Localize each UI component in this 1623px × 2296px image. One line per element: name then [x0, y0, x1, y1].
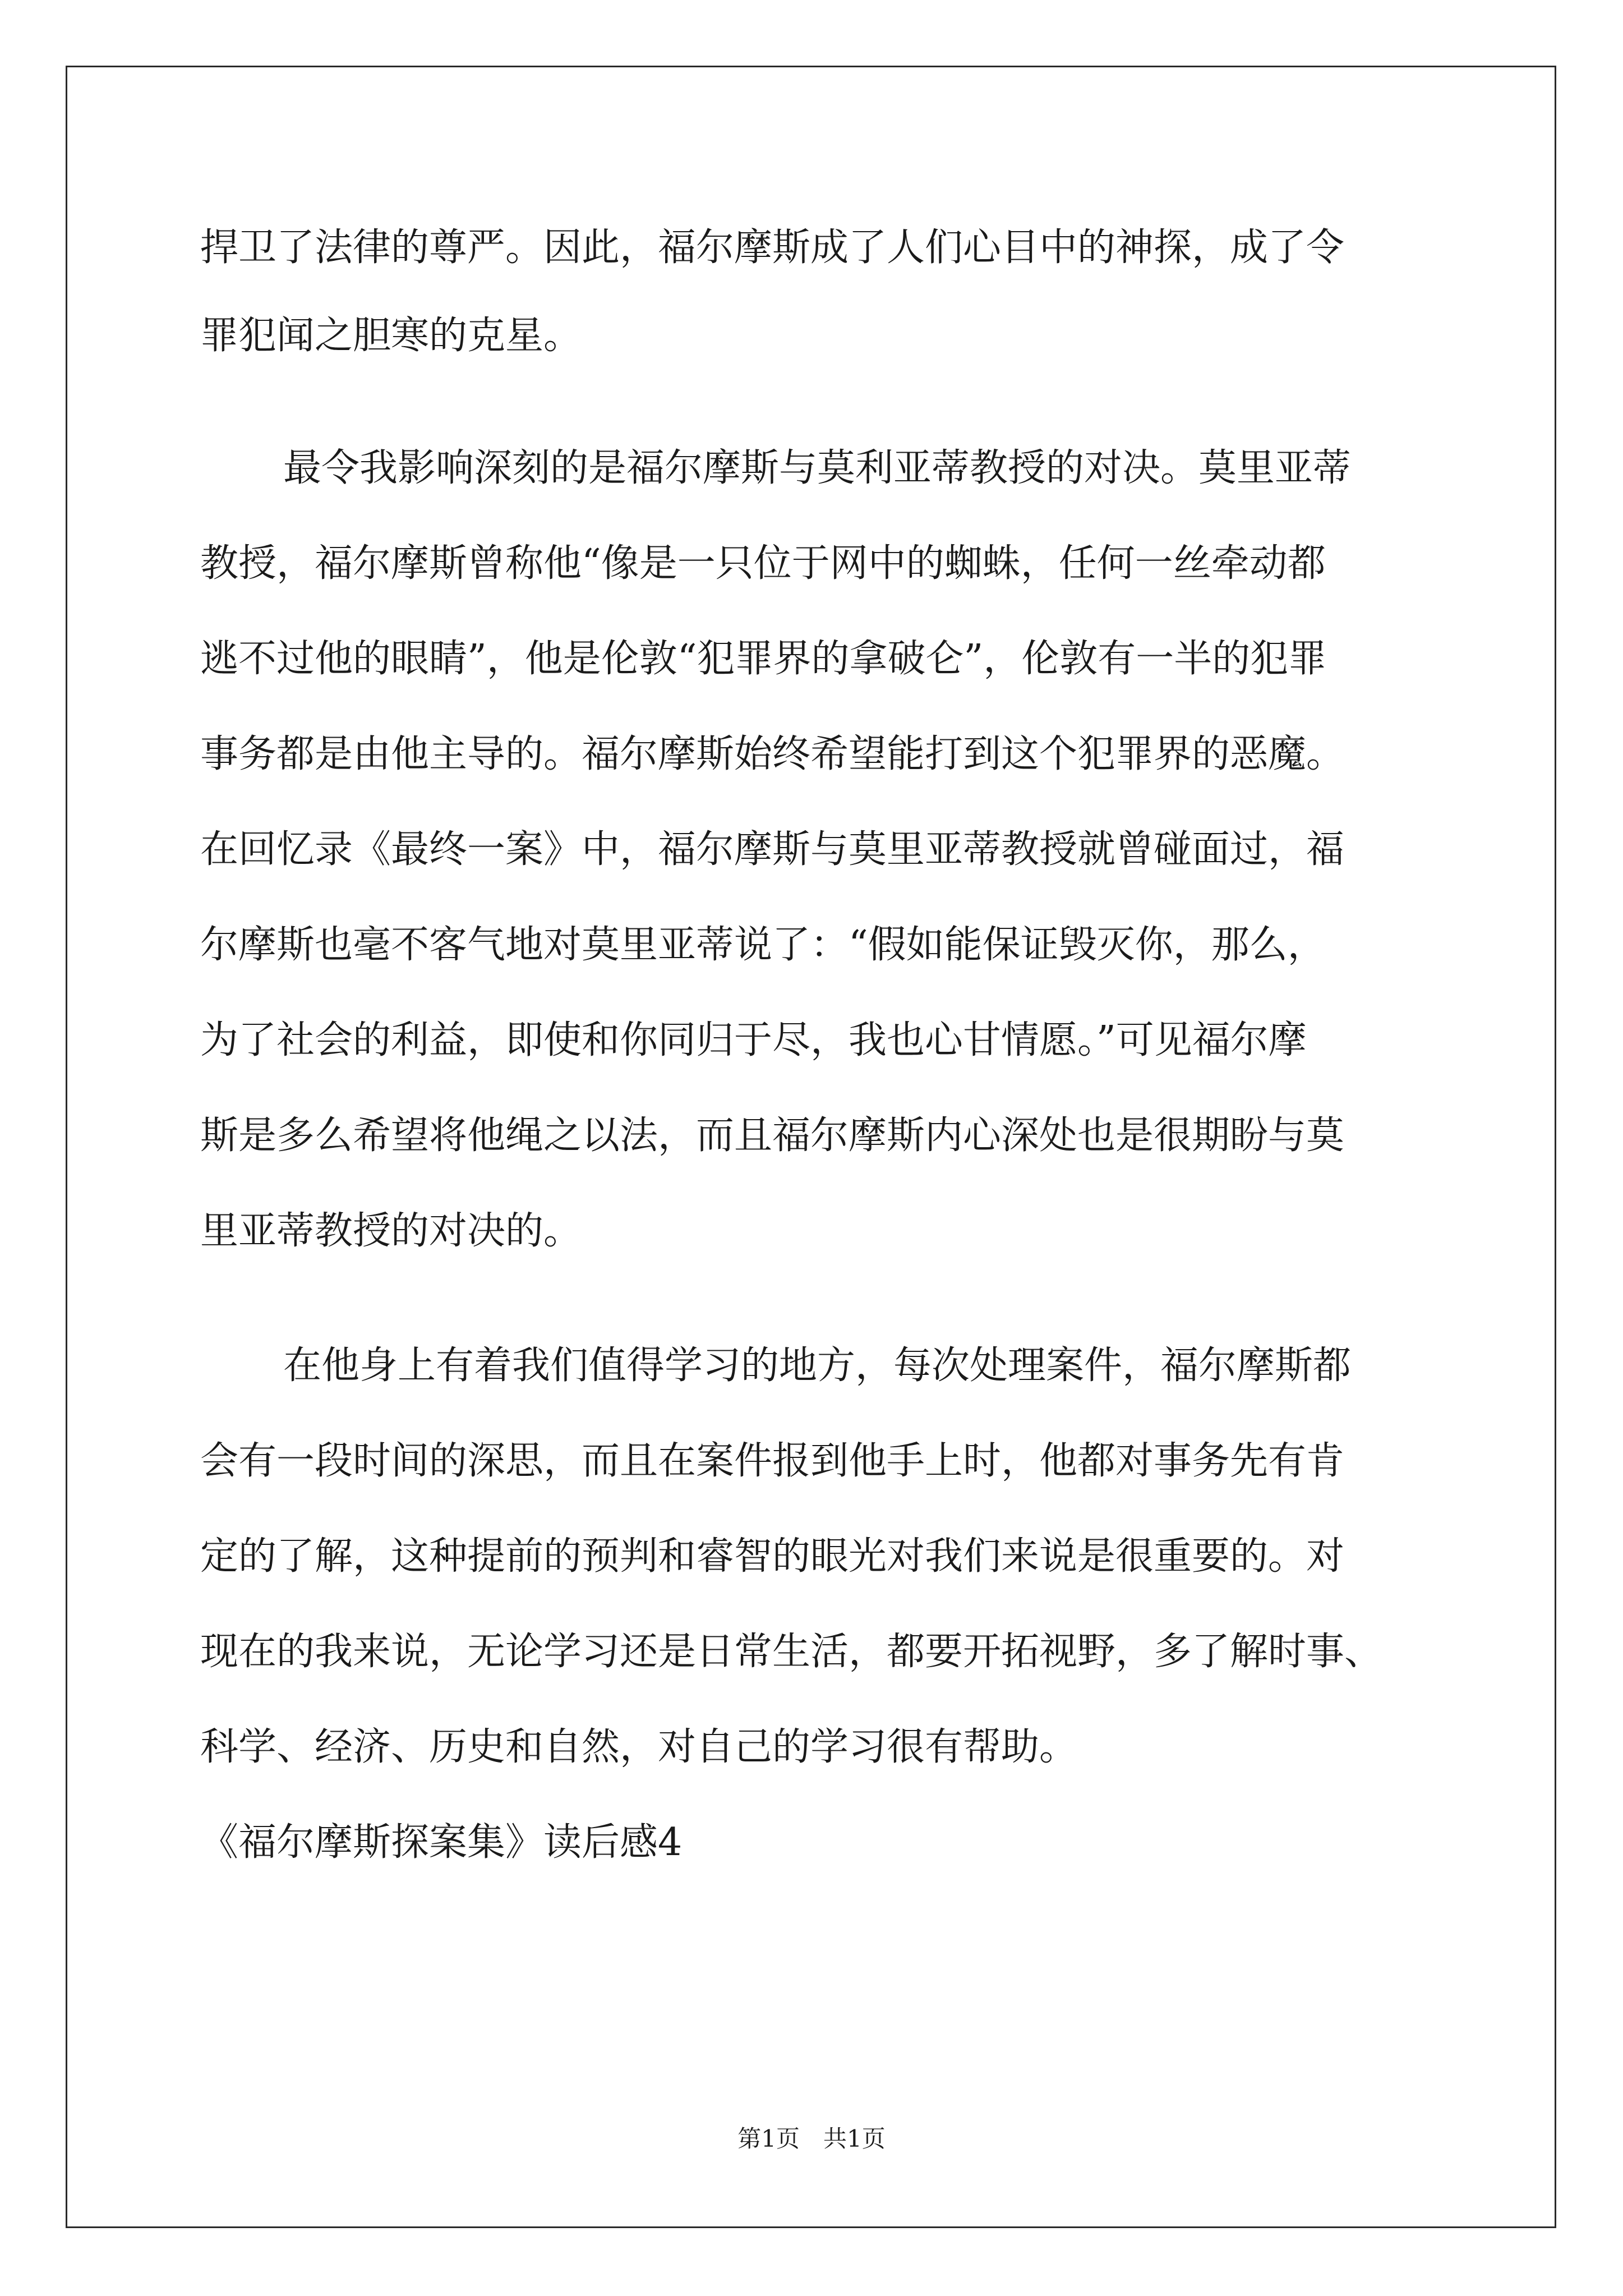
text-line: 科学、经济、历史和自然，对自己的学习很有帮助。	[200, 1725, 1078, 1769]
text-line: 会有一段时间的深思，而且在案件报到他手上时，他都对事务先有肯	[200, 1439, 1345, 1483]
section-heading: 《福尔摩斯探案集》读后感4	[200, 1820, 683, 1865]
text-line: 捍卫了法律的尊严。因此，福尔摩斯成了人们心目中的神探，成了令	[200, 226, 1345, 270]
text-line: 事务都是由他主导的。福尔摩斯始终希望能打到这个犯罪界的恶魔。	[200, 732, 1345, 776]
text-line: 现在的我来说，无论学习还是日常生活，都要开拓视野，多了解时事、	[200, 1630, 1383, 1674]
text-line: 逃不过他的眼睛”，他是伦敦“犯罪界的拿破仑”，伦敦有一半的犯罪	[200, 637, 1327, 681]
paragraph-first-line: 最令我影响深刻的是福尔摩斯与莫利亚蒂教授的对决。莫里亚蒂	[283, 446, 1352, 490]
text-line: 斯是多么希望将他绳之以法，而且福尔摩斯内心深处也是很期盼与莫	[200, 1114, 1345, 1158]
text-line: 罪犯闻之胆寒的克星。	[200, 314, 582, 358]
text-line: 在回忆录《最终一案》中，福尔摩斯与莫里亚蒂教授就曾碰面过，福	[200, 827, 1345, 872]
paragraph-first-line: 在他身上有着我们值得学习的地方，每次处理案件，福尔摩斯都	[283, 1343, 1352, 1388]
text-line: 为了社会的利益，即使和你同归于尽，我也心甘情愿。”可见福尔摩	[200, 1018, 1307, 1062]
page-footer: 第1页 共1页	[737, 2125, 886, 2152]
text-line: 里亚蒂教授的对决的。	[200, 1209, 582, 1253]
text-line: 尔摩斯也毫不客气地对莫里亚蒂说了：“假如能保证毁灭你，那么，	[200, 923, 1326, 967]
text-line: 定的了解，这种提前的预判和睿智的眼光对我们来说是很重要的。对	[200, 1534, 1345, 1579]
text-line: 教授，福尔摩斯曾称他“像是一只位于网中的蜘蛛，任何一丝牵动都	[200, 541, 1326, 586]
